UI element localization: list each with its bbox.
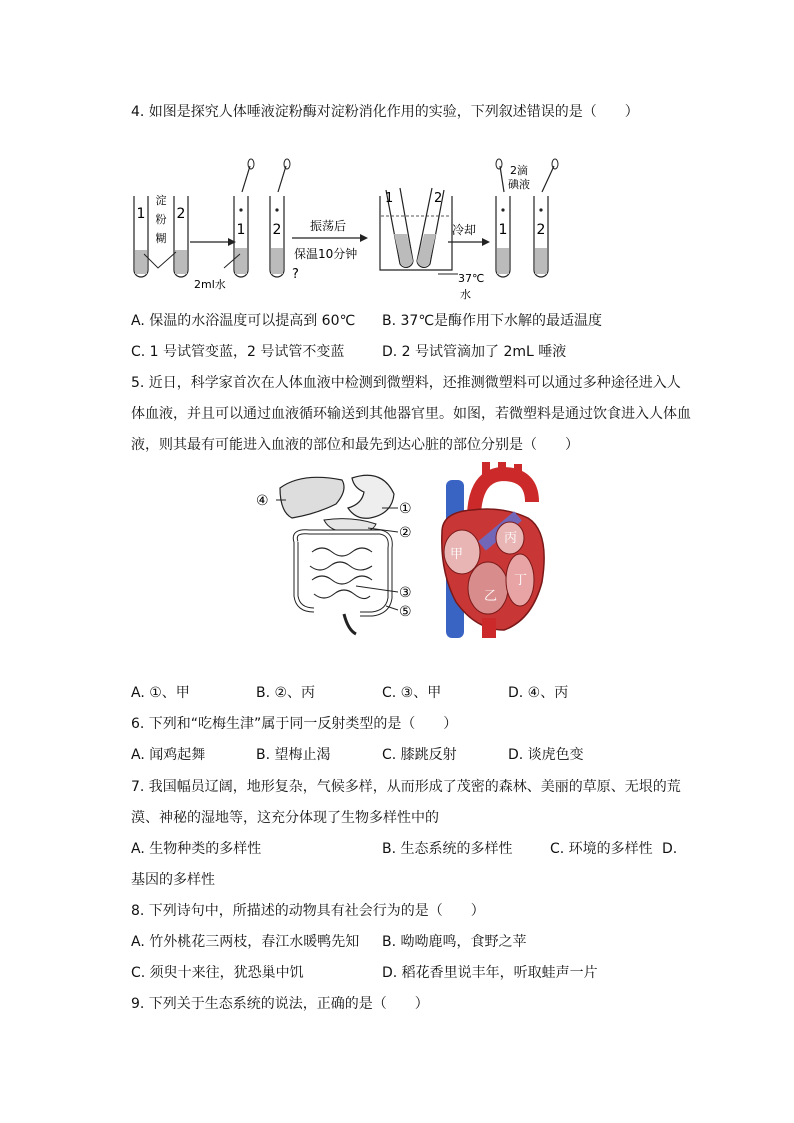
q7-option-d-text[interactable]: 基因的多样性 [131, 872, 215, 888]
chamber-bing: 丙 [504, 531, 518, 546]
q6-option-b[interactable]: B. 望梅止渴 [256, 747, 331, 763]
q7-option-c[interactable]: C. 环境的多样性 [550, 841, 653, 857]
paste-char-1: 淀 [155, 194, 167, 207]
q8-stem: 8. 下列诗句中，所描述的动物具有社会行为的是（ ） [131, 903, 485, 919]
iodine-line1: 2滴 [510, 164, 528, 177]
marker-5: ⑤ [399, 604, 412, 620]
q4-option-b[interactable]: B. 37℃是酶作用下水解的最适温度 [382, 313, 603, 329]
q4-option-d[interactable]: D. 2 号试管滴加了 2mL 唾液 [382, 344, 567, 360]
question-mark-label: ? [292, 267, 299, 282]
q5-option-d[interactable]: D. ④、丙 [508, 685, 569, 701]
q5-option-b[interactable]: B. ②、丙 [256, 685, 316, 701]
q5-heart-figure [432, 462, 550, 638]
tube2-label-bath: 2 [434, 191, 443, 206]
q5-stem-line3: 液，则其最有可能进入血液的部位和最先到达心脏的部位分别是（ ） [131, 437, 579, 453]
q6-option-c[interactable]: C. 膝跳反射 [382, 747, 457, 763]
q7-option-a[interactable]: A. 生物种类的多样性 [131, 841, 262, 857]
marker-1: ① [399, 501, 412, 517]
q4-option-a[interactable]: A. 保温的水浴温度可以提高到 60℃ [131, 313, 356, 329]
q8-option-b[interactable]: B. 呦呦鹿鸣，食野之苹 [382, 934, 527, 950]
tube1-label-stage2: 1 [236, 222, 246, 238]
step1-line2: 保温10分钟 [294, 247, 358, 261]
paste-char-3: 糊 [155, 232, 167, 245]
tube2-label-stage4: 2 [536, 222, 546, 238]
chamber-jia: 甲 [450, 547, 464, 562]
tube1-label: 1 [136, 206, 146, 222]
q7-option-b[interactable]: B. 生态系统的多样性 [382, 841, 513, 857]
q4-option-c[interactable]: C. 1 号试管变蓝，2 号试管不变蓝 [131, 344, 345, 360]
q9-stem: 9. 下列关于生态系统的说法，正确的是（ ） [131, 996, 429, 1012]
marker-4: ④ [256, 493, 269, 509]
step2-label: 冷却 [452, 223, 477, 237]
tube1-label-bath: 1 [385, 191, 394, 206]
chamber-yi: 乙 [484, 589, 498, 604]
step1-line1: 振荡后 [310, 219, 347, 233]
q8-option-d[interactable]: D. 稻花香里说丰年，听取蛙声一片 [382, 965, 598, 981]
chamber-ding: 丁 [514, 573, 528, 588]
q4-stem: 4. 如图是探究人体唾液淀粉酶对淀粉消化作用的实验，下列叙述错误的是（ ） [131, 104, 639, 120]
q5-option-a[interactable]: A. ①、甲 [131, 685, 190, 701]
bath-temp-label: 37℃ [458, 272, 485, 285]
q6-stem: 6. 下列和“吃梅生津”属于同一反射类型的是（ ） [131, 716, 458, 732]
marker-2: ② [399, 525, 412, 541]
bath-water-label: 水 [460, 288, 471, 301]
q7-stem-line1: 7. 我国幅员辽阔，地形复杂，气候多样，从而形成了茂密的森林、美丽的草原、无垠的荒 [131, 779, 681, 795]
q4-experiment-figure [128, 158, 568, 308]
q8-option-c[interactable]: C. 须臾十来往，犹恐巢中饥 [131, 965, 304, 981]
q6-option-a[interactable]: A. 闻鸡起舞 [131, 747, 206, 763]
tube2-label-stage2: 2 [272, 222, 282, 238]
water-2ml-label: 2ml水 [194, 278, 226, 291]
tube2-label: 2 [176, 206, 186, 222]
marker-3: ③ [399, 585, 412, 601]
q7-stem-line2: 漠、神秘的湿地等，这充分体现了生物多样性中的 [131, 810, 439, 826]
q5-stem-line2: 体血液，并且可以通过血液循环输送到其他器官里。如图，若微塑料是通过饮食进入人体血 [131, 406, 691, 422]
iodine-line2: 碘液 [508, 178, 530, 191]
q8-option-a[interactable]: A. 竹外桃花三两枝，春江水暖鸭先知 [131, 934, 360, 950]
q5-stem-line1: 5. 近日，科学家首次在人体血液中检测到微塑料，还推测微塑料可以通过多种途径进入人 [131, 375, 681, 391]
tube1-label-stage4: 1 [498, 222, 508, 238]
q5-digestive-figure [252, 468, 422, 638]
q5-option-c[interactable]: C. ③、甲 [382, 685, 442, 701]
q6-option-d[interactable]: D. 谈虎色变 [508, 747, 584, 763]
paste-char-2: 粉 [155, 213, 167, 226]
q7-option-d-label[interactable]: D. [662, 841, 678, 857]
